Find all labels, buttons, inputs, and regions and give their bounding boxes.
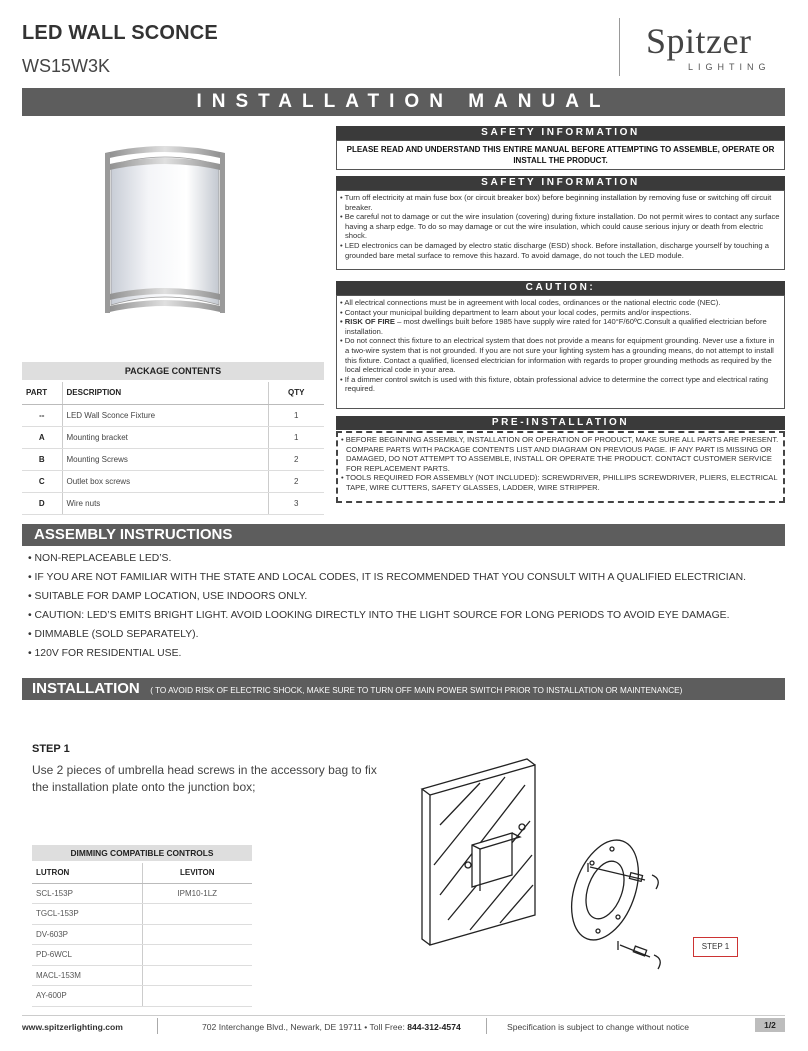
description-cell: LED Wall Sconce Fixture bbox=[62, 404, 268, 426]
caution-item: • All electrical connections must be in agreement with local codes, ordinances or the national electric code (NEC). bbox=[340, 298, 721, 307]
table-row bbox=[32, 904, 252, 925]
caution-list bbox=[336, 295, 785, 409]
table-row bbox=[32, 965, 252, 986]
part-cell: B bbox=[22, 448, 62, 470]
caution-item: • Contact your municipal building department to learn about your local codes, permits and/or inspections. bbox=[340, 307, 692, 317]
footer-website[interactable]: www.spitzerlighting.com bbox=[22, 1022, 123, 1032]
safety-item: • LED electronics can be damaged by electro static discharge (ESD) shock. Before installation, discharge yourself by touching a grounded bare metal surface to remove this hazard. To avoid damage, do not touch the LED module. bbox=[340, 240, 769, 260]
part-cell: D bbox=[22, 492, 62, 514]
assembly-item: • NON-REPLACEABLE LED’S. bbox=[28, 553, 172, 564]
table-row bbox=[32, 945, 252, 966]
caution-item-fire bbox=[340, 317, 780, 336]
dimming-table bbox=[32, 863, 252, 1007]
logo-subtitle: LIGHTING bbox=[688, 62, 771, 72]
step-text: Use 2 pieces of umbrella head screws in the accessory bag to fix the installation plate onto the junction box; bbox=[32, 763, 377, 794]
installation-title: INSTALLATION bbox=[32, 680, 140, 697]
leviton-cell bbox=[142, 986, 252, 1007]
assembly-item: • 120V FOR RESIDENTIAL USE. bbox=[28, 648, 182, 659]
preinstall-item: • TOOLS REQUIRED FOR ASSEMBLY (NOT INCLUDED): SCREWDRIVER, PHILLIPS SCREWDRIVER, PLIERS, ELECTRICAL TAPE, WIRE CUTTERS, SAFETY GLASSES, LADDER, WIRE STRIPPER. bbox=[341, 473, 778, 492]
footer-divider bbox=[22, 1015, 785, 1016]
qty-cell: 1 bbox=[268, 404, 324, 426]
lutron-cell: SCL-153P bbox=[32, 883, 142, 904]
assembly-title-bar: ASSEMBLY INSTRUCTIONS bbox=[22, 524, 785, 546]
fire-label: • RISK OF FIRE bbox=[340, 317, 395, 327]
table-header-row bbox=[32, 863, 252, 883]
diagram-step-label: STEP 1 bbox=[693, 937, 738, 957]
caution-item: • If a dimmer control switch is used with this fixture, obtain professional advice to determine the correct type and electrical rating required. bbox=[340, 374, 769, 394]
table-row bbox=[32, 924, 252, 945]
col-qty: QTY bbox=[268, 382, 324, 404]
description-cell: Mounting Screws bbox=[62, 448, 268, 470]
footer-spec-note: Specification is subject to change without notice bbox=[507, 1022, 690, 1032]
safety-item: • Be careful not to damage or cut the wire insulation (covering) during fixture installation. Do not permit wires to contact any surface having a sharp edge. To do so may damage or cut the wire insulation, which could cause serious injury or death from electric shock. bbox=[340, 212, 780, 241]
fire-text: – most dwellings built before 1985 have supply wire rated for 140°F/60ºC.Consult a qualified electrician before installation. bbox=[345, 317, 767, 336]
table-row bbox=[22, 426, 324, 448]
package-contents-title: PACKAGE CONTENTS bbox=[22, 362, 324, 380]
footer-separator bbox=[157, 1018, 158, 1034]
assembly-item: • DIMMABLE (SOLD SEPARATELY). bbox=[28, 629, 199, 640]
part-cell: -- bbox=[22, 404, 62, 426]
safety-info-title-2: SAFETY INFORMATION bbox=[336, 176, 785, 190]
qty-cell: 2 bbox=[268, 448, 324, 470]
package-contents-table bbox=[22, 382, 324, 515]
lutron-cell: PD-6WCL bbox=[32, 945, 142, 966]
part-cell: C bbox=[22, 470, 62, 492]
qty-cell: 3 bbox=[268, 492, 324, 514]
safety-info-title: SAFETY INFORMATION bbox=[336, 126, 785, 140]
assembly-item: • SUITABLE FOR DAMP LOCATION, USE INDOORS ONLY. bbox=[28, 591, 308, 602]
product-model: WS15W3K bbox=[22, 56, 111, 76]
safety-item: • Turn off electricity at main fuse box (or circuit breaker box) before beginning installation by removing fuse or switching off circuit breaker. bbox=[340, 193, 772, 212]
table-row bbox=[22, 492, 324, 514]
description-cell: Mounting bracket bbox=[62, 426, 268, 448]
phone-number: 844-312-4574 bbox=[407, 1022, 461, 1032]
table-row bbox=[22, 404, 324, 426]
description-cell: Wire nuts bbox=[62, 492, 268, 514]
installation-diagram bbox=[420, 745, 700, 995]
col-part: PART bbox=[22, 382, 62, 404]
col-description: DESCRIPTION bbox=[62, 382, 268, 404]
table-row bbox=[32, 883, 252, 904]
safety-info-list bbox=[336, 190, 785, 270]
preinstall-title: PRE-INSTALLATION bbox=[336, 416, 785, 430]
step-title: STEP 1 bbox=[32, 743, 70, 755]
caution-item: • Do not connect this fixture to an electrical system that does not provide a means for equipment grounding. Never use a fixture in a two-wire system that is not grounded. If you are not sure your lighting system has a grounding means, do not attempt to install this fixture. Contact a qualified, licensed electrician for information with regards to proper grounding methods as required by the local electrical code in your area. bbox=[340, 336, 775, 375]
product-title: LED WALL SCONCE bbox=[22, 22, 218, 44]
assembly-item: • CAUTION: LED’S EMITS BRIGHT LIGHT. AVOID LOOKING DIRECTLY INTO THE LIGHT SOURCE FOR LONG PERIODS TO AVOID EYE DAMAGE. bbox=[28, 610, 730, 621]
lutron-cell: TGCL-153P bbox=[32, 904, 142, 925]
lutron-cell: AY-600P bbox=[32, 986, 142, 1007]
part-cell: A bbox=[22, 426, 62, 448]
leviton-cell bbox=[142, 924, 252, 945]
header-divider bbox=[619, 18, 620, 76]
leviton-cell bbox=[142, 965, 252, 986]
page-number: 1/2 bbox=[755, 1018, 785, 1032]
address-text: 702 Interchange Blvd., Newark, DE 19711 • Toll Free: bbox=[202, 1022, 408, 1032]
qty-cell: 2 bbox=[268, 470, 324, 492]
logo-wordmark: Spitzer bbox=[646, 21, 752, 61]
footer-address bbox=[202, 1022, 461, 1032]
dimming-table-title: DIMMING COMPATIBLE CONTROLS bbox=[32, 845, 252, 861]
leviton-cell bbox=[142, 904, 252, 925]
safety-info-warning: PLEASE READ AND UNDERSTAND THIS ENTIRE MANUAL BEFORE ATTEMPTING TO ASSEMBLE, OPERATE OR INSTALL THE PRODUCT. bbox=[336, 140, 785, 170]
installation-note: ( TO AVOID RISK OF ELECTRIC SHOCK, MAKE SURE TO TURN OFF MAIN POWER SWITCH PRIOR TO INSTALLATION OR MAINTENANCE) bbox=[150, 686, 683, 695]
preinstall-list bbox=[336, 431, 785, 503]
leviton-cell: IPM10-1LZ bbox=[142, 883, 252, 904]
qty-cell: 1 bbox=[268, 426, 324, 448]
footer-separator bbox=[486, 1018, 487, 1034]
col-leviton: LEVITON bbox=[142, 863, 252, 883]
assembly-list bbox=[28, 553, 788, 667]
lutron-cell: MACL-153M bbox=[32, 965, 142, 986]
assembly-item: • IF YOU ARE NOT FAMILIAR WITH THE STATE AND LOCAL CODES, IT IS RECOMMENDED THAT YOU CONSULT WITH A QUALIFIED ELECTRICIAN. bbox=[28, 572, 747, 583]
fixture-illustration bbox=[95, 145, 235, 320]
preinstall-item: • BEFORE BEGINNING ASSEMBLY, INSTALLATION OR OPERATION OF PRODUCT, MAKE SURE ALL PARTS ARE PRESENT. COMPARE PARTS WITH PACKAGE CONTENTS LIST AND DIAGRAM ON PREVIOUS PAGE. IF ANY PART IS MISSING OR DAMAGED, DO NOT ATTEMPT TO ASSEMBLE, INSTALL OR OPERATE THE PRODUCT. CONTACT CUSTOMER SERVICE FOR REPLACEMENT PARTS. bbox=[341, 435, 779, 473]
table-row bbox=[22, 448, 324, 470]
caution-title: CAUTION: bbox=[336, 281, 785, 295]
description-cell: Outlet box screws bbox=[62, 470, 268, 492]
table-row bbox=[22, 470, 324, 492]
col-lutron: LUTRON bbox=[32, 863, 142, 883]
lutron-cell: DV-603P bbox=[32, 924, 142, 945]
leviton-cell bbox=[142, 945, 252, 966]
brand-logo bbox=[646, 22, 786, 74]
manual-title-bar: INSTALLATION MANUAL bbox=[22, 88, 785, 116]
installation-title-bar bbox=[22, 678, 785, 700]
table-row bbox=[32, 986, 252, 1007]
table-header-row bbox=[22, 382, 324, 404]
